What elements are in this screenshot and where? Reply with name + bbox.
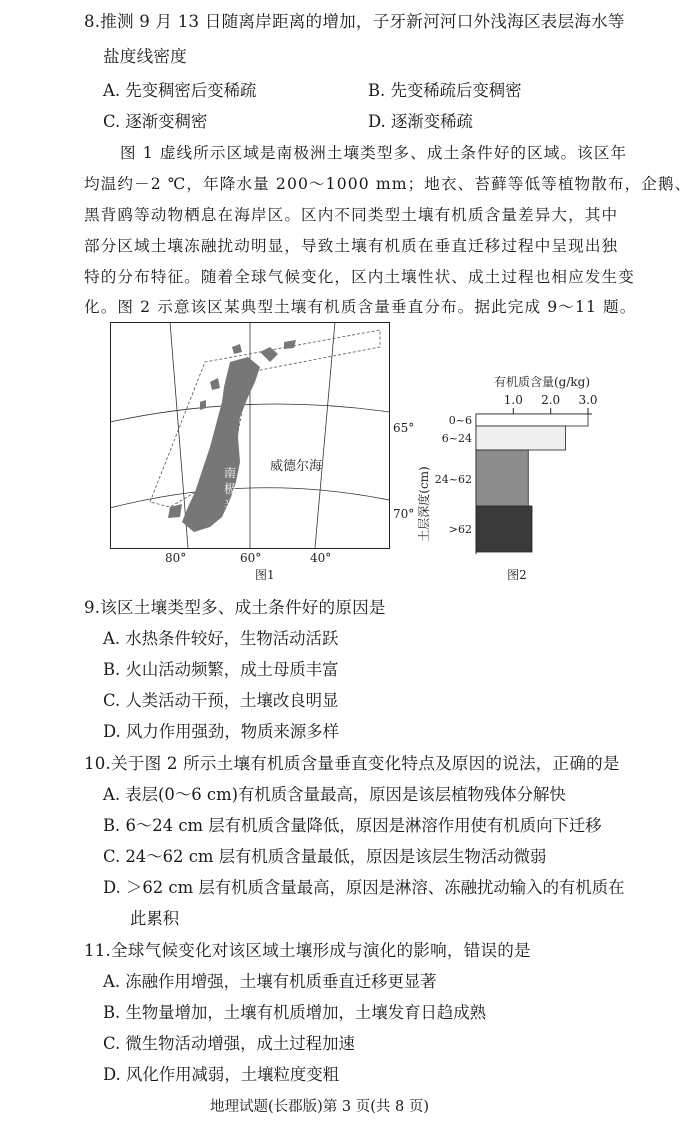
q10-option-d-line1: D. ＞62 cm 层有机质含量最高，原因是淋溶、冻融扰动输入的有机质在 xyxy=(103,878,625,897)
category-label: 6~24 xyxy=(441,432,472,445)
passage-line: 图 1 虚线所示区域是南极洲土壤类型多、成土条件好的区域。该区年 xyxy=(120,144,628,162)
q8-option-b: B. 先变稀疏后变稠密 xyxy=(368,81,522,100)
bar xyxy=(476,450,528,508)
bar xyxy=(476,506,532,552)
q11-option-a: A. 冻融作用增强，土壤有机质垂直迁移更显著 xyxy=(103,972,437,991)
lon-40-label: 40° xyxy=(310,551,332,565)
lon-60-label: 60° xyxy=(240,551,262,565)
q11-stem: 11.全球气候变化对该区域土壤形成与演化的影响，错误的是 xyxy=(84,941,531,960)
q10-option-a: A. 表层(0～6 cm)有机质含量最高，原因是该层植物残体分解快 xyxy=(103,785,566,804)
bar xyxy=(476,426,566,450)
q8-option-d: D. 逐渐变稀疏 xyxy=(368,112,473,131)
fig2-caption: 图2 xyxy=(507,568,527,582)
q9-option-a: A. 水热条件较好，生物活动活跃 xyxy=(103,629,339,648)
y-axis-label: 土层深度(cm) xyxy=(417,466,431,542)
antarctic-peninsula-map xyxy=(110,322,415,584)
x-tick-label: 2.0 xyxy=(541,393,561,407)
lon-80-label: 80° xyxy=(165,551,187,565)
peninsula-label-char: 岛 xyxy=(224,514,237,528)
q11-option-c: C. 微生物活动增强，成土过程加速 xyxy=(103,1034,355,1053)
q8-option-c: C. 逐渐变稠密 xyxy=(103,112,208,131)
passage-line: 均温约－2 ℃，年降水量 200～1000 mm；地衣、苔藓等低等植物散布，企鹅、 xyxy=(84,175,691,193)
q9-option-d: D. 风力作用强劲，物质来源多样 xyxy=(103,722,340,741)
passage-line: 黑背鸥等动物栖息在海岸区。区内不同类型土壤有机质含量差异大，其中 xyxy=(84,206,619,224)
q10-option-b: B. 6～24 cm 层有机质含量降低，原因是淋溶作用使有机质向下迁移 xyxy=(103,816,602,835)
q8-option-a: A. 先变稠密后变稀疏 xyxy=(103,81,257,100)
passage-line: 部分区域土壤冻融扰动明显，导致土壤有机质在垂直迁移过程中呈现出独 xyxy=(84,237,619,255)
x-tick-label: 1.0 xyxy=(503,393,523,407)
q10-option-c: C. 24～62 cm 层有机质含量最低，原因是该层生物活动微弱 xyxy=(103,847,547,866)
organic-matter-depth-chart xyxy=(412,374,617,584)
weddell-sea-label: 威德尔海 xyxy=(270,459,323,474)
peninsula-label-char: 半 xyxy=(224,498,237,512)
q9-option-b: B. 火山活动频繁，成土母质丰富 xyxy=(103,660,339,679)
peninsula-label-char: 南 xyxy=(224,466,237,480)
lat-65-label: 65° xyxy=(393,421,415,435)
peninsula-label-char: 极 xyxy=(224,482,237,496)
q9-stem: 9.该区土壤类型多、成土条件好的原因是 xyxy=(84,598,386,617)
q11-option-d: D. 风化作用减弱，土壤粒度变粗 xyxy=(103,1065,340,1084)
passage-line: 特的分布特征。随着全球气候变化，区内土壤性状、成土过程也相应发生变 xyxy=(84,268,635,286)
x-tick-label: 3.0 xyxy=(578,393,598,407)
passage-line: 化。图 2 示意该区某典型土壤有机质含量垂直分布。据此完成 9～11 题。 xyxy=(84,298,637,316)
fig1-caption: 图1 xyxy=(255,568,275,582)
category-label: >62 xyxy=(448,523,472,536)
q10-stem: 10.关于图 2 所示土壤有机质含量垂直变化特点及原因的说法，正确的是 xyxy=(84,754,620,773)
category-label: 24~62 xyxy=(434,473,472,486)
bar xyxy=(476,414,588,426)
q8-stem-line1: 8.推测 9 月 13 日随离岸距离的增加，子牙新河河口外浅海区表层海水等 xyxy=(84,12,625,31)
q9-option-c: C. 人类活动干预，土壤改良明显 xyxy=(103,691,339,710)
q11-option-b: B. 生物量增加，土壤有机质增加，土壤发育日趋成熟 xyxy=(103,1003,487,1022)
chart-title: 有机质含量(g/kg) xyxy=(493,375,591,389)
q10-option-d-line2: 此累积 xyxy=(130,909,180,928)
lat-70-label: 70° xyxy=(393,507,415,521)
category-label: 0~6 xyxy=(448,414,472,427)
q8-stem-line2: 盐度线密度 xyxy=(103,47,187,66)
page-footer: 地理试题(长郡版)第 3 页(共 8 页) xyxy=(210,1099,430,1115)
